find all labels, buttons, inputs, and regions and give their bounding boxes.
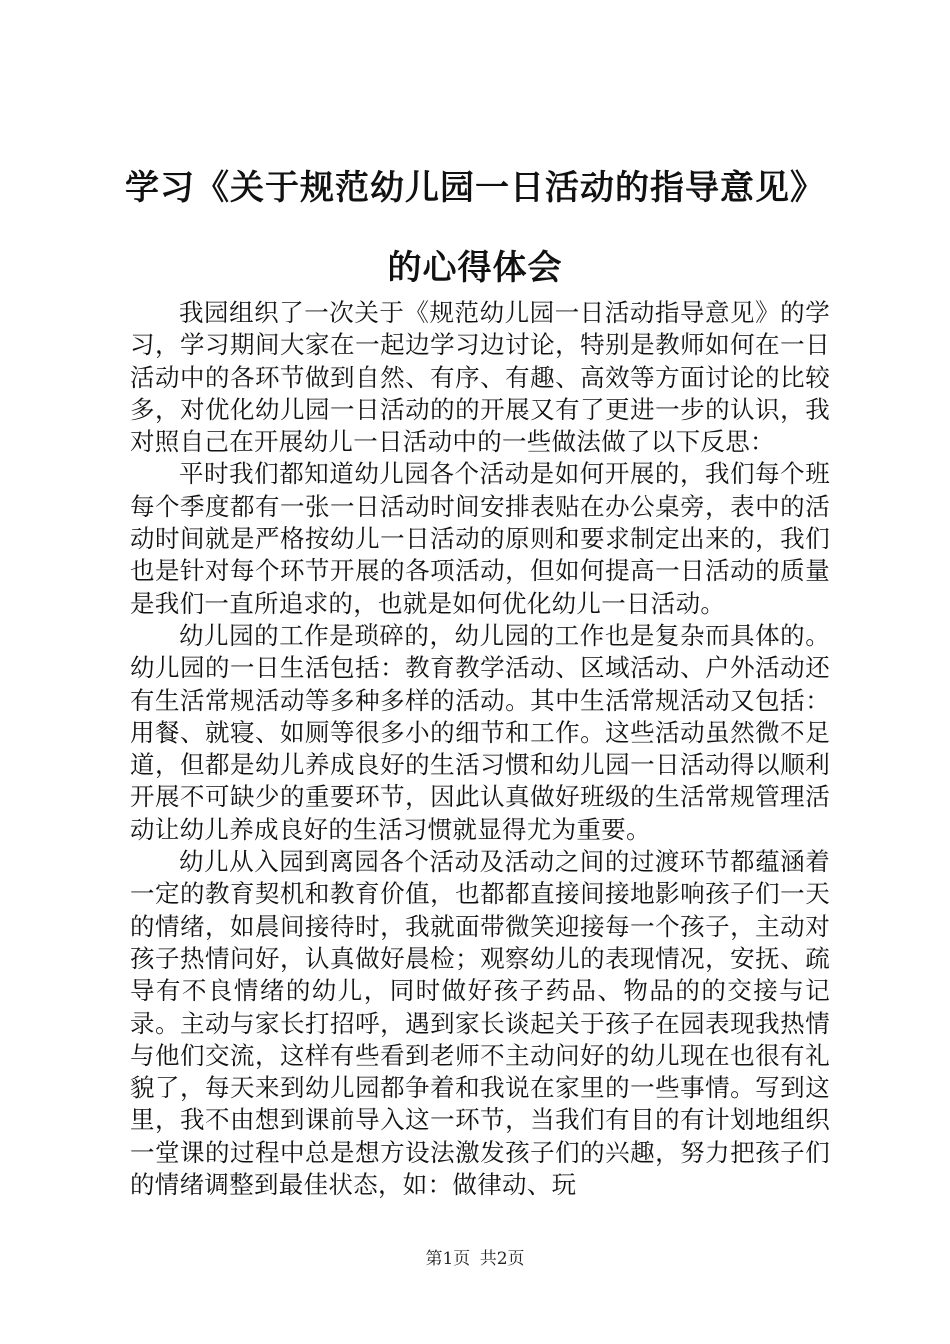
page-footer (0, 1244, 950, 1269)
paragraph-1: 我园组织了一次关于《规范幼儿园一日活动指导意见》的学习，学习期间大家在一起边学习边讨论，特别是教师如何在一日活动中的各环节做到自然、有序、有趣、高效等方面讨论的比较多，对优化幼儿园一日活动的的开展又有了更进一步的认识，我对照自己在开展幼儿一日活动中的一些做法做了以下反思： (130, 298, 830, 457)
paragraph-3: 幼儿园的工作是琐碎的，幼儿园的工作也是复杂而具体的。幼儿园的一日生活包括：教育教学活动、区域活动、户外活动还有生活常规活动等多种多样的活动。其中生活常规活动又包括：用餐、就寝、如厕等很多小的细节和工作。这些活动虽然微不足道，但都是幼儿养成良好的生活习惯和幼儿园一日活动得以顺利开展不可缺少的重要环节，因此认真做好班级的生活常规管理活动让幼儿养成良好的生活习惯就显得尤为重要。 (130, 620, 830, 844)
page-number-total: 共2页 (479, 1249, 525, 1269)
page-number-current: 第1页 (425, 1249, 471, 1269)
paragraph-4: 幼儿从入园到离园各个活动及活动之间的过渡环节都蕴涵着一定的教育契机和教育价值，也都都直接间接地影响孩子们一天的情绪，如晨间接待时，我就面带微笑迎接每一个孩子，主动对孩子热情问好，认真做好晨检；观察幼儿的表现情况，安抚、疏导有不良情绪的幼儿，同时做好孩子药品、物品的的交接与记录。主动与家长打招呼，遇到家长谈起关于孩子在园表现我热情与他们交流，这样有些看到老师不主动问好的幼儿现在也很有礼貌了，每天来到幼儿园都争着和我说在家里的一些事情。写到这里，我不由想到课前导入这一环节，当我们有目的有计划地组织一堂课的过程中总是想方设法激发孩子们的兴趣，努力把孩子们的情绪调整到最佳状态，如：做律动、玩 (130, 847, 830, 1200)
document-title-line-1: 学习《关于规范幼儿园一日活动的指导意见》 (125, 168, 825, 208)
document-title-line-2: 的心得体会 (387, 248, 563, 288)
paragraph-2: 平时我们都知道幼儿园各个活动是如何开展的，我们每个班每个季度都有一张一日活动时间安排表贴在办公桌旁，表中的活动时间就是严格按幼儿一日活动的原则和要求制定出来的，我们也是针对每个环节开展的各项活动，但如何提高一日活动的质量是我们一直所追求的，也就是如何优化幼儿一日活动。 (130, 459, 830, 618)
document-body (130, 297, 830, 1201)
